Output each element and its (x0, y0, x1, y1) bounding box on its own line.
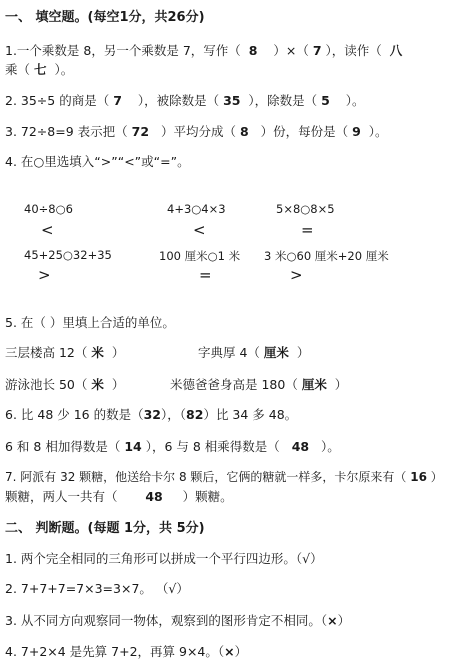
compare-expr-1: 40÷8○6 (24, 202, 73, 216)
question-1-line-2: 乘（ 七 ）。 (5, 62, 74, 77)
question-1-line-1: 1.一个乘数是 8，另一个乘数是 7，写作（ 8 ）×（ 7 ），读作（ 八 (5, 43, 403, 58)
answer-7-2: 48 (145, 489, 163, 504)
question-3: 3. 72÷8=9 表示把（ 72 ）平均分成（ 8 ）份，每份是（ 9 ）。 (5, 124, 388, 139)
answer-1-1: 8 (248, 43, 258, 58)
answer-5-1: 米 (91, 345, 104, 360)
compare-answer-5: = (199, 266, 212, 284)
compare-answer-2: < (193, 221, 206, 239)
question-7-line-2: 颗糖，两人一共有（ 48 ）颗糖。 (5, 489, 233, 504)
compare-answer-4: > (38, 266, 51, 284)
judge-1: 1. 两个完全相同的三角形可以拼成一个平行四边形。（√） (5, 551, 323, 566)
question-6b: 6 和 8 相加得数是（ 14 ），6 与 8 相乘得数是（ 48 ）。 (5, 439, 340, 454)
question-5-item-2: 字典厚 4（ 厘米 ） (198, 345, 310, 360)
answer-6-1: 32 (143, 407, 162, 422)
question-4: 4. 在○里选填入“>”“<”或“=”。 (5, 154, 190, 169)
answer-1-4: 七 (34, 62, 47, 77)
answer-3-2: 8 (239, 124, 249, 139)
compare-answer-6: > (290, 266, 303, 284)
question-6: 6. 比 48 少 16 的数是（32），（82）比 34 多 48。 (5, 407, 298, 422)
judge-answer-1: √ (302, 551, 311, 566)
compare-expr-4: 45+25○32+35 (24, 248, 112, 262)
section-2-title: 二、 判断题。(每题 1分，共 5分) (5, 521, 205, 536)
answer-7-1: 16 (410, 470, 427, 484)
judge-4: 4. 7+2×4 是先算 7+2，再算 9×4。（×） (5, 644, 248, 659)
question-5-item-1: 三层楼高 12（ 米 ） (5, 345, 125, 360)
compare-expr-5: 100 厘米○1 米 (159, 249, 241, 263)
answer-5-3: 米 (91, 377, 104, 392)
question-5-item-4: 米德爸爸身高是 180（ 厘米 ） (170, 377, 348, 392)
answer-2-3: 5 (321, 93, 330, 108)
judge-3: 3. 从不同方向观察同一物体，观察到的图形肯定不相同。（×） (5, 613, 351, 628)
compare-answer-3: = (301, 221, 314, 239)
compare-answer-1: < (41, 221, 54, 239)
answer-2-1: 7 (113, 93, 122, 108)
judge-answer-4: × (224, 644, 235, 659)
answer-5-2: 厘米 (263, 345, 289, 360)
answer-1-2: 7 (312, 43, 322, 58)
question-5-item-3: 游泳池长 50（ 米 ） (5, 377, 125, 392)
compare-expr-3: 5×8○8×5 (276, 202, 335, 216)
answer-5-4: 厘米 (301, 377, 327, 392)
question-5: 5. 在（ ）里填上合适的单位。 (5, 315, 175, 330)
answer-6-2: 82 (186, 407, 204, 422)
judge-answer-3: × (327, 613, 338, 628)
compare-expr-2: 4+3○4×3 (167, 202, 226, 216)
answer-1-3: 八 (389, 43, 403, 58)
answer-6b-2: 48 (291, 439, 310, 454)
answer-6b-1: 14 (124, 439, 142, 454)
question-7-line-1: 7. 阿派有 32 颗糖，他送给卡尔 8 颗后，它俩的糖就一样多，卡尔原来有（ 16 ） (5, 470, 443, 484)
answer-3-3: 9 (352, 124, 361, 139)
section-1-title: 一、 填空题。(每空1分，共26分) (5, 10, 205, 25)
judge-answer-2: √ (168, 581, 177, 596)
question-2: 2. 35÷5 的商是（ 7 ），被除数是（ 35 ），除数是（ 5 ）。 (5, 93, 365, 108)
compare-expr-6: 3 米○60 厘米+20 厘米 (264, 249, 389, 263)
judge-2: 2. 7+7+7=7×3=3×7。 （√） (5, 581, 189, 596)
answer-2-2: 35 (223, 93, 241, 108)
answer-3-1: 72 (131, 124, 150, 139)
